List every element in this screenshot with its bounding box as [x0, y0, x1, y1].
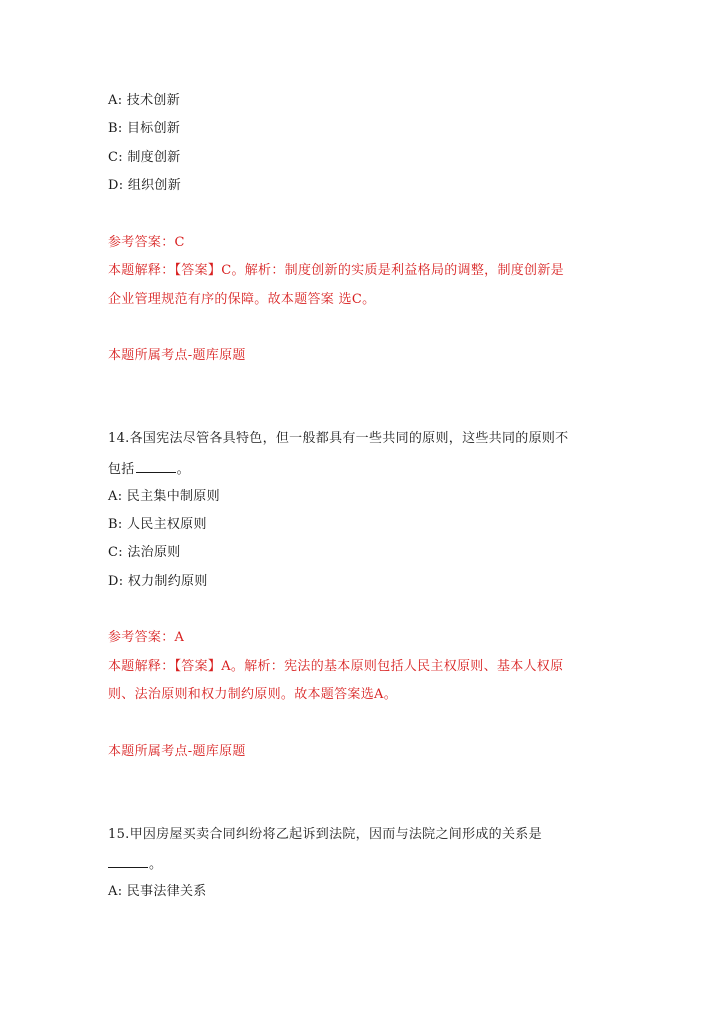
q13-answer: 参考答案：C — [108, 235, 185, 250]
q15-question-suffix: 。 — [149, 857, 163, 872]
q13-option-b: B: 目标创新 — [108, 121, 181, 136]
q14-option-d: D: 权力制约原则 — [108, 574, 208, 589]
q15-question-line1: 15.甲因房屋买卖合同纠纷将乙起诉到法院，因而与法院之间形成的关系是 — [108, 827, 542, 842]
q14-answer: 参考答案：A — [108, 630, 185, 645]
q13-option-c: C: 制度创新 — [108, 150, 181, 165]
q14-question-suffix: 。 — [176, 462, 190, 477]
q14-question-line1: 14.各国宪法尽管各具特色，但一般都具有一些共同的原则，这些共同的原则不 — [108, 431, 569, 446]
q15-answer-blank — [108, 855, 148, 868]
q15-option-a: A: 民事法律关系 — [108, 884, 207, 899]
q15-question-line2 — [108, 855, 162, 873]
q14-explanation-line2: 则、法治原则和权力制约原则。故本题答案选A。 — [108, 687, 397, 702]
q14-option-c: C: 法治原则 — [108, 545, 181, 560]
q14-answer-blank — [136, 460, 176, 473]
q14-question-prefix: 包括 — [108, 462, 135, 477]
q14-question-line2 — [108, 460, 190, 478]
q14-explanation-line1: 本题解释：【答案】A。解析：宪法的基本原则包括人民主权原则、基本人权原 — [108, 659, 564, 674]
q13-explanation-line2: 企业管理规范有序的保障。故本题答案 选C。 — [108, 292, 376, 307]
q13-option-d: D: 组织创新 — [108, 178, 182, 193]
q13-source: 本题所属考点-题库原题 — [108, 348, 246, 363]
q13-option-a: A: 技术创新 — [108, 93, 181, 108]
q14-source: 本题所属考点-题库原题 — [108, 744, 246, 759]
q14-option-b: B: 人民主权原则 — [108, 517, 207, 532]
q13-explanation-line1: 本题解释：【答案】C。解析：制度创新的实质是利益格局的调整，制度创新是 — [108, 263, 564, 278]
q14-option-a: A: 民主集中制原则 — [108, 489, 220, 504]
